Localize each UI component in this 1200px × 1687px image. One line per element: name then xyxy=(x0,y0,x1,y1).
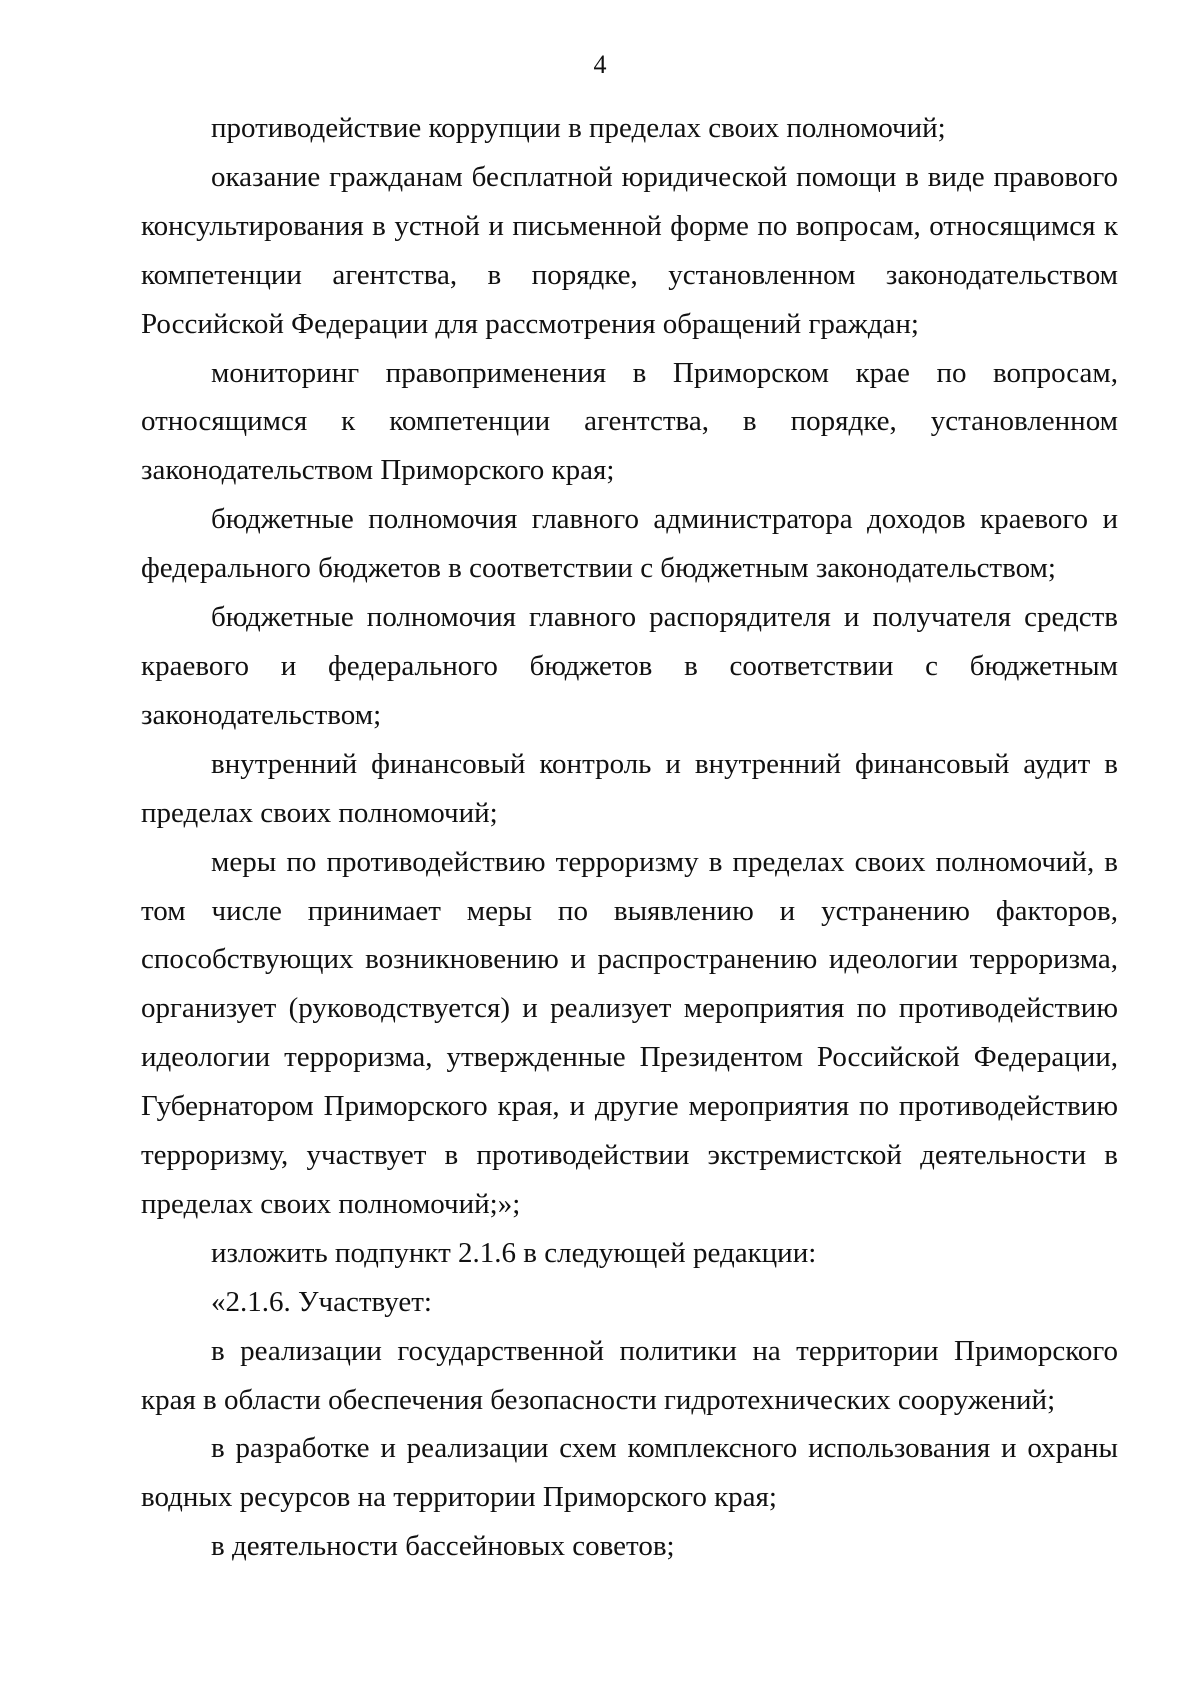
paragraph-legal-aid: оказание гражданам бесплатной юридической помощи в виде правового консультирования в устной и письменной форме по вопросам, относящимся к компетенции агентства, в порядке, установленном законодательством Российской Федерации для рассмотрения обращений граждан; xyxy=(141,160,1118,340)
page-number: 4 xyxy=(593,50,607,79)
paragraph-amendment: изложить подпункт 2.1.6 в следующей редакции: xyxy=(211,1236,817,1269)
paragraph-basin-councils: в деятельности бассейновых советов; xyxy=(211,1530,675,1563)
paragraph-clause-2-1-6: «2.1.6. Участвует: xyxy=(211,1285,432,1318)
paragraph-budget-revenue: бюджетные полномочия главного администратора доходов краевого и федерального бюджетов в соответствии с бюджетным законодательством; xyxy=(141,503,1118,585)
paragraph-corruption: противодействие коррупции в пределах своих полномочий; xyxy=(211,112,946,144)
paragraph-budget-manager: бюджетные полномочия главного распорядителя и получателя средств краевого и федерального бюджетов в соответствии с бюджетным законодательством; xyxy=(141,601,1118,731)
paragraph-hydro-safety: в реализации государственной политики на территории Приморского края в области обеспечения безопасности гидротехнических сооружений; xyxy=(141,1334,1118,1416)
document-body xyxy=(141,104,1118,1571)
paragraph-water-resources: в разработке и реализации схем комплексного использования и охраны водных ресурсов на территории Приморского края; xyxy=(141,1432,1118,1514)
paragraph-monitoring: мониторинг правоприменения в Приморском крае по вопросам, относящимся к компетенции агентства, в порядке, установленном законодательством Приморского края; xyxy=(141,356,1118,487)
paragraph-internal-audit: внутренний финансовый контроль и внутренний финансовый аудит в пределах своих полномочий; xyxy=(141,747,1118,829)
paragraph-terrorism: меры по противодействию терроризму в пределах своих полномочий, в том числе принимает меры по выявлению и устранению факторов, способствующих возникновению и распространению идеологии терроризма, организует (руководствуется) и реализует мероприятия по противодействию идеологии терроризма, утвержденные Президентом Российской Федерации, Губернатором Приморского края, и другие мероприятия по противодействию терроризму, участвует в противодействии экстремистской деятельности в пределах своих полномочий;»; xyxy=(141,845,1118,1220)
